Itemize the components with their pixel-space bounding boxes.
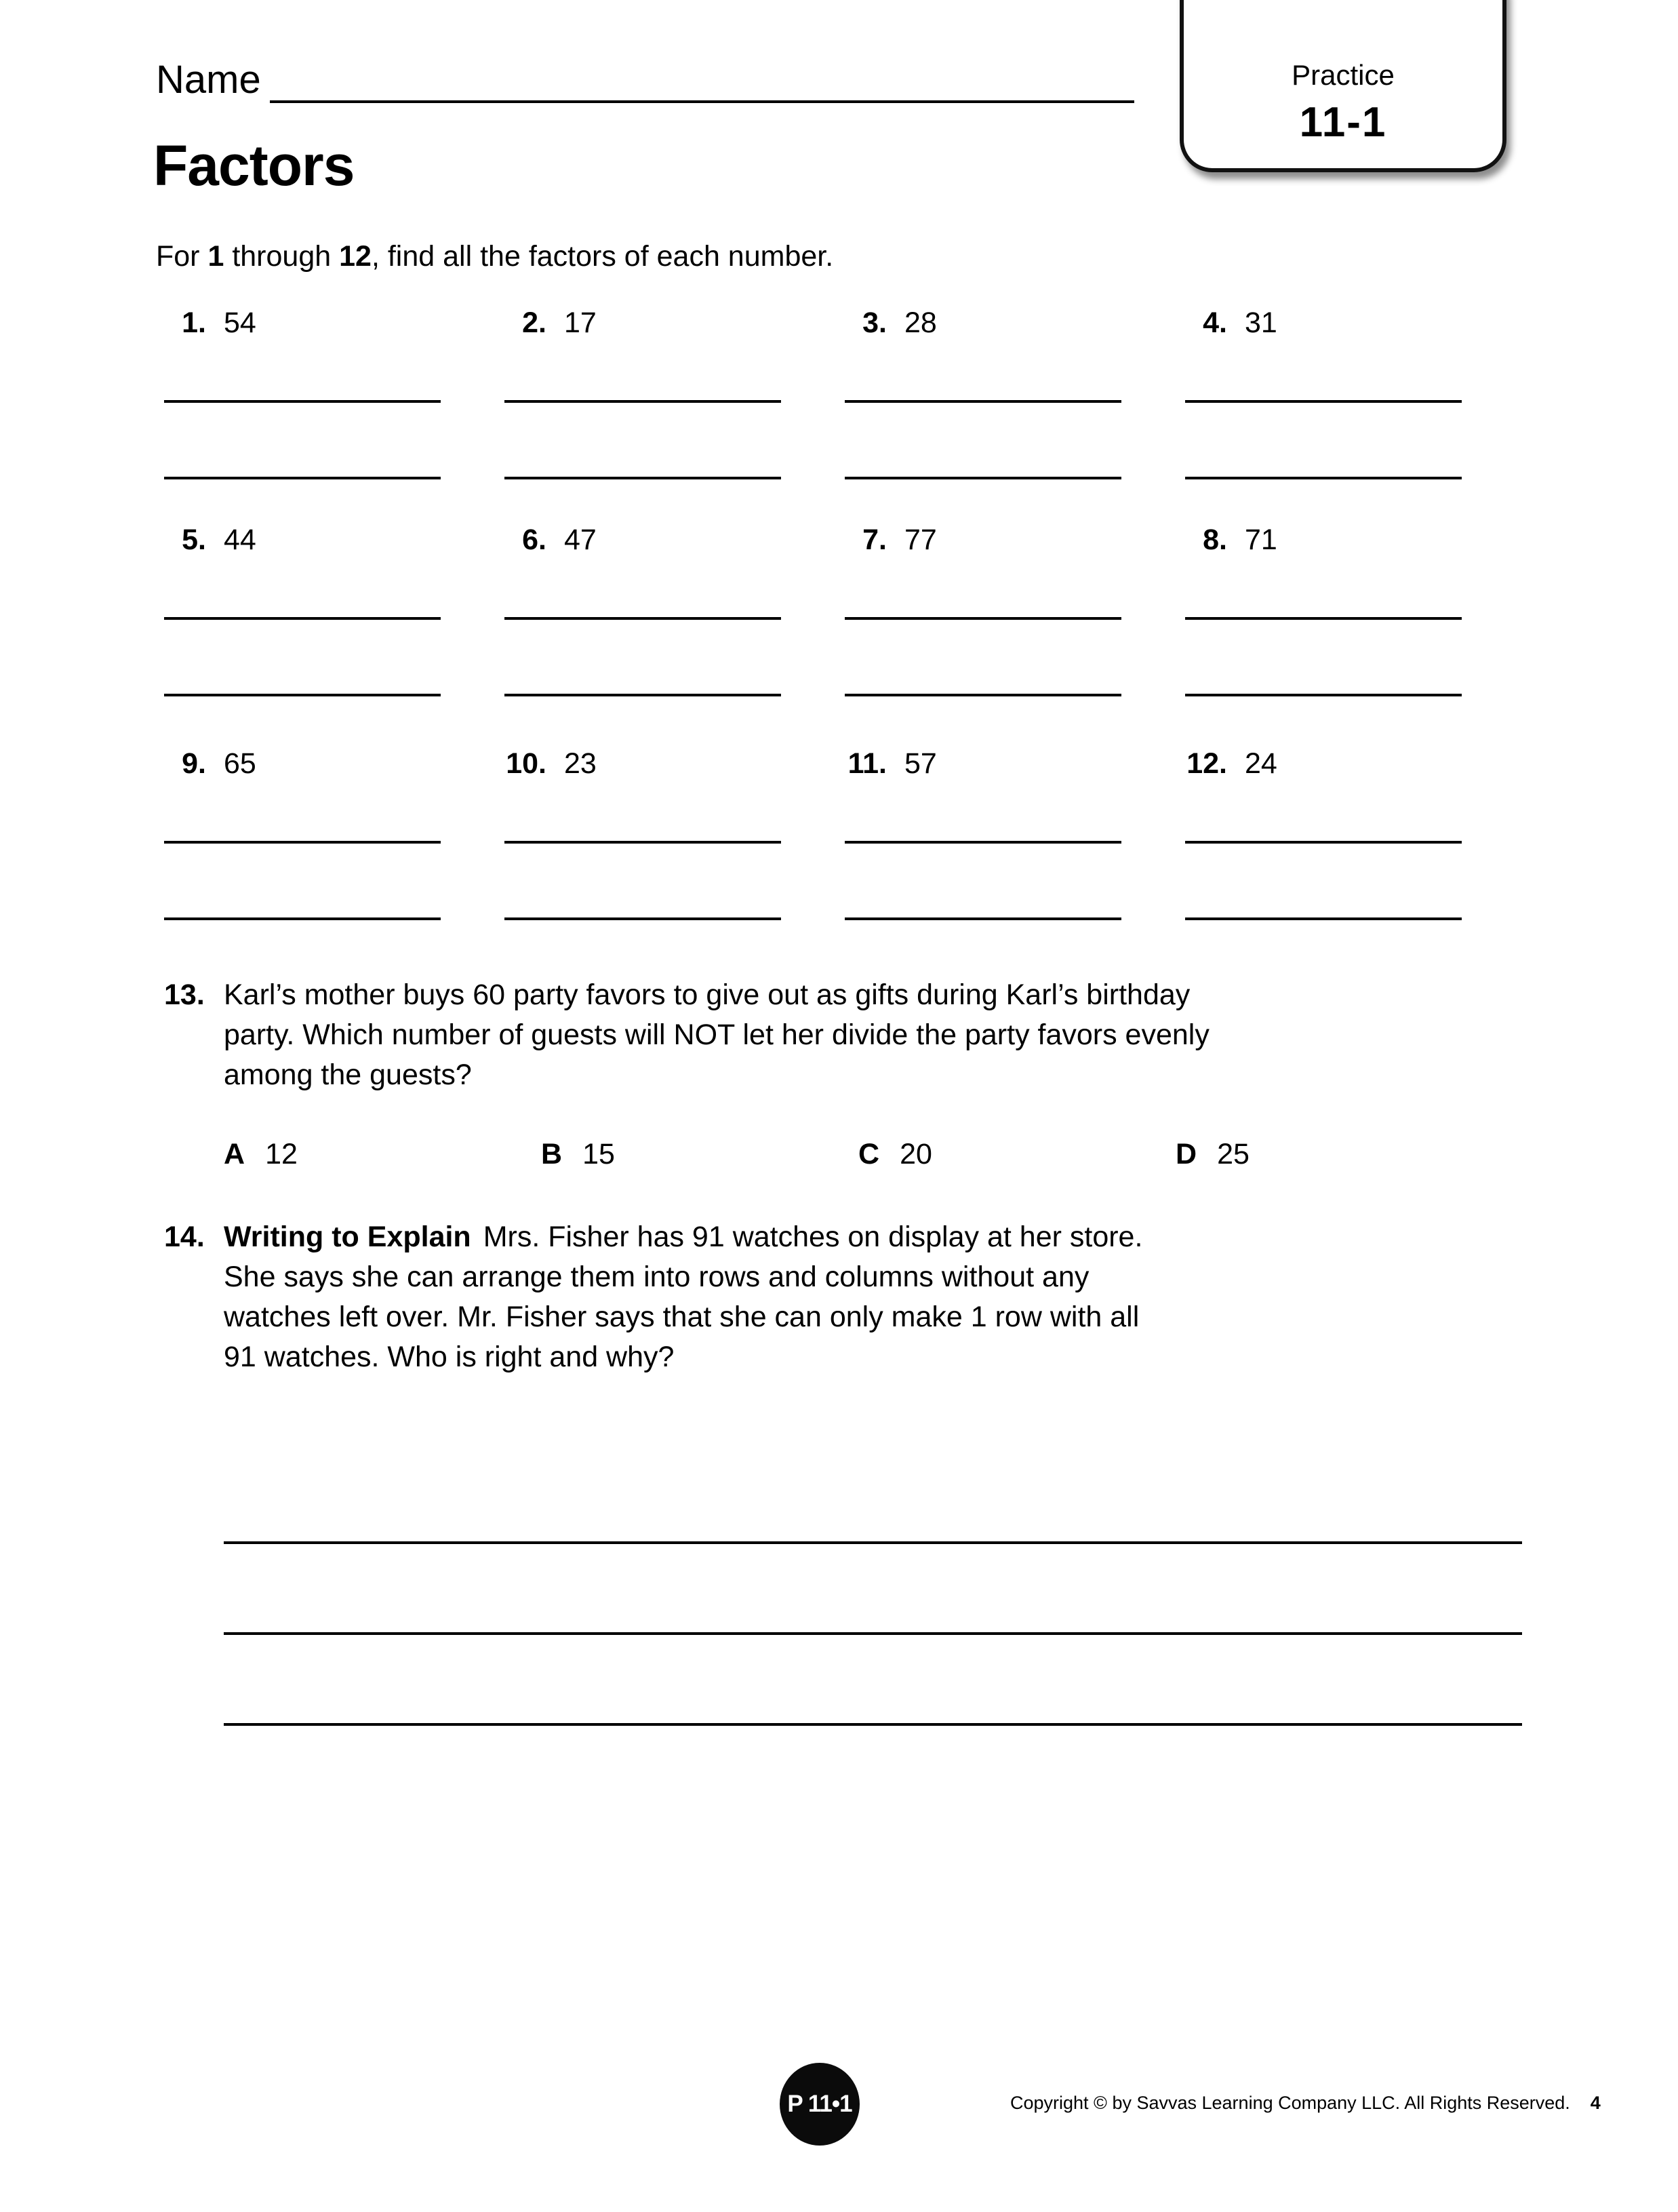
copyright-text: Copyright © by Savvas Learning Company LLC. All Rights Reserved. <box>1010 2093 1570 2113</box>
answer-line[interactable] <box>164 400 441 403</box>
problem-number: 10. <box>506 747 546 780</box>
answer-line[interactable] <box>504 694 781 696</box>
question-14 <box>164 1217 1166 1377</box>
page-title: Factors <box>153 134 355 197</box>
problem-cell-2 <box>504 307 845 479</box>
answer-line[interactable] <box>845 917 1121 920</box>
problem-value: 54 <box>224 307 256 339</box>
answer-line[interactable] <box>845 477 1121 479</box>
practice-badge <box>1180 0 1506 172</box>
choice-a[interactable] <box>224 1138 541 1171</box>
lesson-badge: P 11•1 <box>780 2063 860 2146</box>
problem-cell-11 <box>845 747 1185 920</box>
answer-line[interactable] <box>845 400 1121 403</box>
problem-value: 31 <box>1245 307 1277 339</box>
problem-cell-8 <box>1185 524 1525 696</box>
question-13-number: 13. <box>164 979 205 1011</box>
writing-line-2[interactable] <box>224 1632 1522 1635</box>
instruction-text <box>156 240 833 273</box>
choice-value: 25 <box>1217 1138 1250 1170</box>
answer-line[interactable] <box>504 477 781 479</box>
problem-cell-3 <box>845 307 1185 479</box>
answer-line[interactable] <box>504 917 781 920</box>
choice-value: 12 <box>265 1138 298 1170</box>
answer-line[interactable] <box>1185 841 1462 844</box>
writing-to-explain-label: Writing to Explain <box>224 1221 471 1253</box>
answer-line[interactable] <box>164 617 441 620</box>
answer-line[interactable] <box>845 617 1121 620</box>
choice-letter: C <box>858 1138 880 1170</box>
answer-line[interactable] <box>164 477 441 479</box>
answer-line[interactable] <box>504 617 781 620</box>
practice-badge-label: Practice <box>1292 59 1395 91</box>
problems-row-2 <box>164 524 1527 696</box>
writing-line-3[interactable] <box>224 1723 1522 1726</box>
question-13-text: Karl’s mother buys 60 party favors to give out as gifts during Karl’s birthday party. Which number of guests will NOT let her divide the party favors evenly among the guests? <box>224 979 1210 1091</box>
problem-number: 9. <box>182 747 206 780</box>
problem-cell-10 <box>504 747 845 920</box>
problem-value: 28 <box>904 307 937 339</box>
question-13-choices <box>224 1138 1493 1171</box>
answer-line[interactable] <box>1185 477 1462 479</box>
answer-line[interactable] <box>845 841 1121 844</box>
choice-value: 15 <box>582 1138 615 1170</box>
answer-line[interactable] <box>504 400 781 403</box>
problem-cell-5 <box>164 524 504 696</box>
problem-cell-9 <box>164 747 504 920</box>
page-number: 4 <box>1590 2093 1601 2113</box>
question-14-number: 14. <box>164 1221 205 1253</box>
choice-letter: D <box>1176 1138 1197 1170</box>
choice-d[interactable] <box>1176 1138 1493 1171</box>
answer-line[interactable] <box>164 694 441 696</box>
problem-cell-1 <box>164 307 504 479</box>
problem-cell-6 <box>504 524 845 696</box>
problem-value: 23 <box>564 747 597 780</box>
choice-c[interactable] <box>858 1138 1176 1171</box>
name-fill-in-line[interactable] <box>270 100 1134 103</box>
problem-value: 47 <box>564 524 597 556</box>
problem-number: 4. <box>1203 307 1227 339</box>
problem-number: 7. <box>862 524 887 556</box>
problem-value: 17 <box>564 307 597 339</box>
problem-value: 77 <box>904 524 937 556</box>
choice-letter: B <box>541 1138 563 1170</box>
problem-number: 8. <box>1203 524 1227 556</box>
problem-value: 24 <box>1245 747 1277 780</box>
problem-number: 6. <box>522 524 546 556</box>
copyright-line <box>1010 2093 1601 2114</box>
practice-badge-code: 11-1 <box>1299 99 1387 146</box>
choice-value: 20 <box>900 1138 932 1170</box>
problem-value: 65 <box>224 747 256 780</box>
answer-line[interactable] <box>164 841 441 844</box>
problem-cell-4 <box>1185 307 1525 479</box>
answer-line[interactable] <box>1185 617 1462 620</box>
problem-number: 11. <box>847 747 887 780</box>
problem-cell-7 <box>845 524 1185 696</box>
answer-line[interactable] <box>1185 694 1462 696</box>
problem-number: 2. <box>522 307 546 339</box>
question-14-text <box>224 1217 1166 1377</box>
problem-number: 5. <box>182 524 206 556</box>
choice-letter: A <box>224 1138 245 1170</box>
instruction-bold-1: 1 <box>207 240 224 273</box>
answer-line[interactable] <box>504 841 781 844</box>
instruction-mid: through <box>224 240 340 273</box>
instruction-post: , find all the factors of each number. <box>371 240 834 273</box>
answer-line[interactable] <box>1185 400 1462 403</box>
problem-value: 44 <box>224 524 256 556</box>
problem-number: 12. <box>1186 747 1227 780</box>
problems-row-3 <box>164 747 1527 920</box>
problem-value: 57 <box>904 747 937 780</box>
question-14-body: Mrs. Fisher has 91 watches on display at her store. She says she can arrange them into rows and columns without any watches left over. Mr. Fisher says that she can only make 1 row with all 91 watches. Who is right and why? <box>224 1221 1143 1373</box>
choice-b[interactable] <box>541 1138 858 1171</box>
name-label: Name <box>156 58 261 102</box>
problems-row-1 <box>164 307 1527 479</box>
answer-line[interactable] <box>845 694 1121 696</box>
problem-number: 1. <box>182 307 206 339</box>
problem-cell-12 <box>1185 747 1525 920</box>
answer-line[interactable] <box>164 917 441 920</box>
problem-number: 3. <box>862 307 887 339</box>
question-13 <box>164 975 1220 1095</box>
instruction-bold-12: 12 <box>339 240 372 273</box>
instruction-pre: For <box>156 240 208 273</box>
answer-line[interactable] <box>1185 917 1462 920</box>
writing-line-1[interactable] <box>224 1541 1522 1544</box>
problem-value: 71 <box>1245 524 1277 556</box>
